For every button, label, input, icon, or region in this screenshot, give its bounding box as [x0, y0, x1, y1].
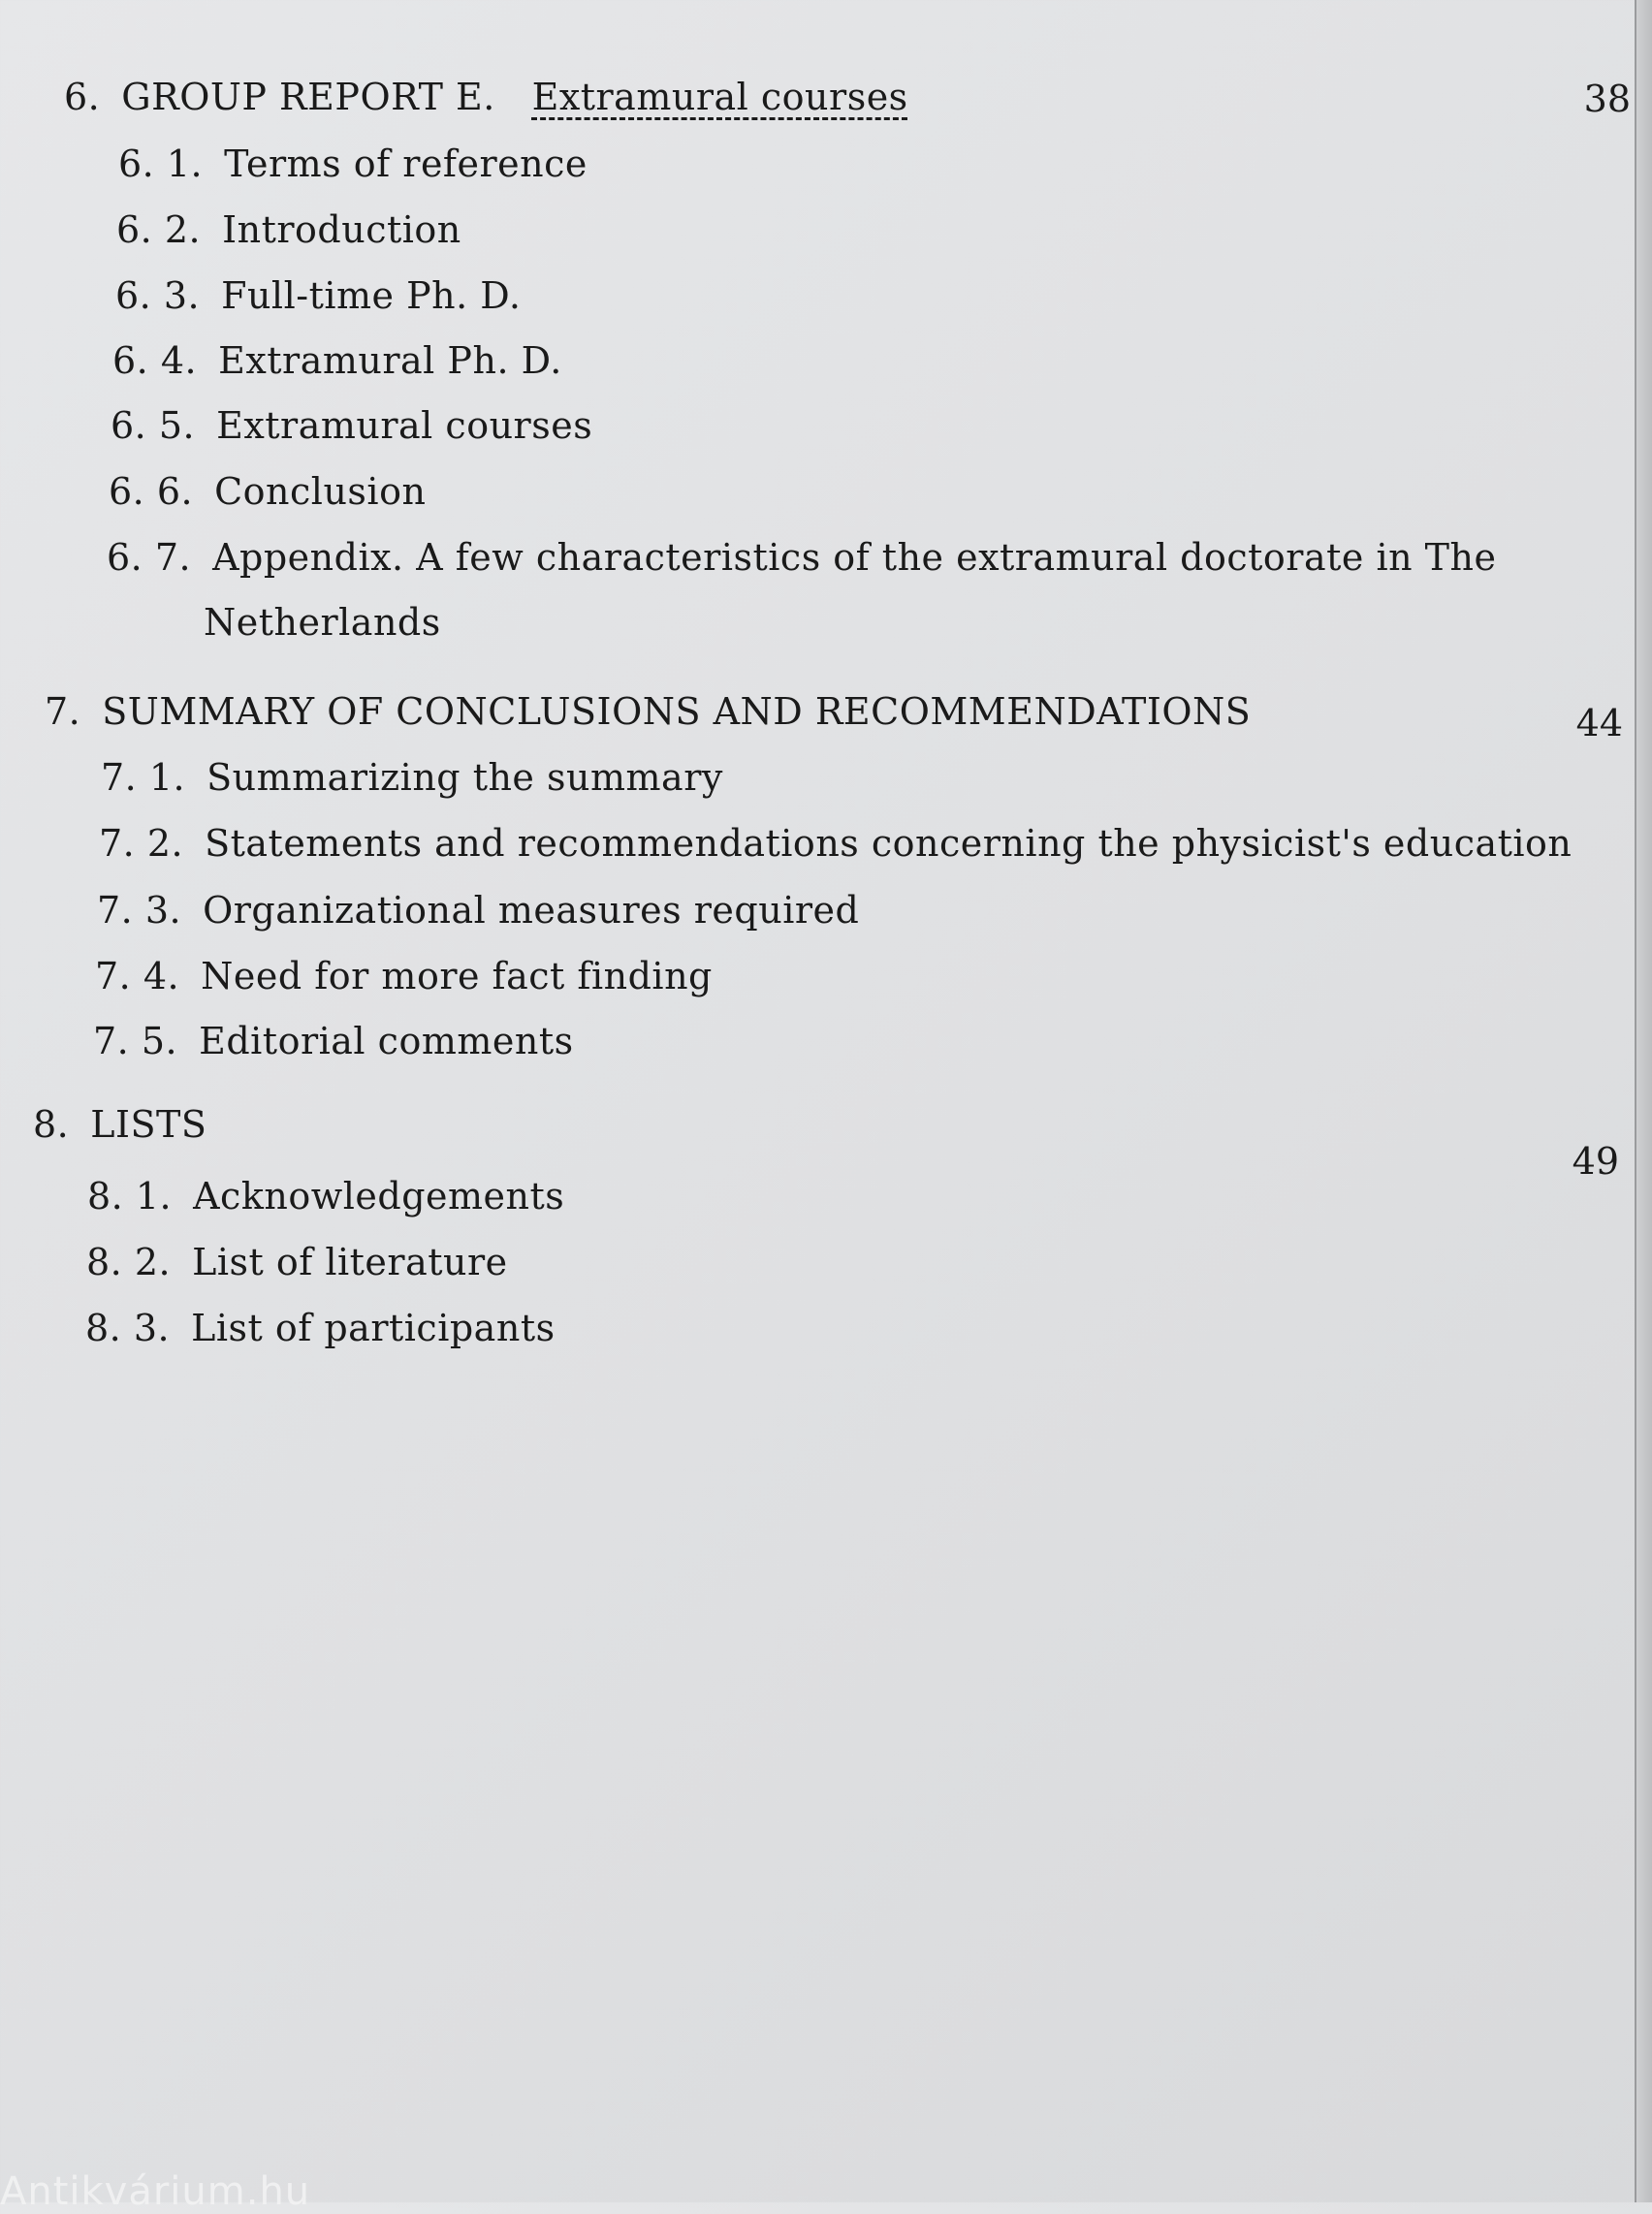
toc-item: [111, 404, 592, 447]
item-label: Extramural Ph. D.: [218, 339, 562, 382]
item-label: Organizational measures required: [203, 889, 860, 932]
item-number: 8. 1.: [87, 1175, 173, 1218]
item-label: Acknowledgements: [193, 1175, 565, 1218]
item-number: 8. 2.: [86, 1241, 172, 1283]
item-label: Statements and recommendations concerning the physicist's education: [205, 822, 1573, 865]
item-number: 6. 7.: [107, 536, 192, 579]
item-number: 7. 4.: [95, 955, 180, 997]
toc-item: [97, 889, 859, 932]
item-number: 6. 2.: [116, 208, 202, 251]
toc-item: [93, 1020, 574, 1062]
page-number: 49: [1572, 1140, 1619, 1183]
item-label: Terms of reference: [224, 142, 588, 185]
item-label: Summarizing the summary: [206, 756, 723, 799]
item-label: Conclusion: [214, 470, 427, 513]
item-label: Need for more fact finding: [201, 955, 713, 997]
toc-item: [99, 822, 1572, 865]
toc-item: [95, 955, 713, 997]
page-edge: [1635, 0, 1652, 2202]
item-label: List of participants: [191, 1307, 556, 1349]
toc-item: [87, 1175, 564, 1218]
section-8-heading: [33, 1103, 206, 1146]
item-number: 7. 3.: [97, 889, 182, 932]
toc-item-continuation: Netherlands: [204, 601, 441, 644]
section-title: SUMMARY OF CONCLUSIONS AND RECOMMENDATIONS: [102, 690, 1252, 733]
item-number: 6. 6.: [109, 470, 194, 513]
toc-item: [107, 536, 1496, 579]
page-number: 38: [1583, 78, 1631, 120]
section-subtitle: Extramural courses: [531, 76, 908, 118]
item-label: List of literature: [192, 1241, 508, 1283]
toc-item: [85, 1307, 556, 1349]
toc-item: [112, 339, 562, 382]
item-number: 7. 5.: [93, 1020, 178, 1062]
item-label: Full-time Ph. D.: [221, 274, 522, 317]
section-title: GROUP REPORT E.: [121, 76, 495, 118]
toc-item: [86, 1241, 508, 1283]
section-6-heading: [64, 76, 908, 118]
item-label: Extramural courses: [216, 404, 593, 447]
section-7-heading: [45, 690, 1251, 733]
section-number: 6.: [64, 76, 101, 118]
item-label: Introduction: [222, 208, 461, 251]
section-number: 8.: [33, 1103, 70, 1146]
item-number: 8. 3.: [85, 1307, 171, 1349]
section-number: 7.: [45, 690, 81, 733]
toc-item: [115, 274, 522, 317]
page-number: 44: [1575, 702, 1623, 744]
item-number: 7. 2.: [99, 822, 184, 865]
item-label: Appendix. A few characteristics of the extramural doctorate in The: [212, 536, 1497, 579]
toc-item: [118, 142, 588, 185]
item-number: 6. 1.: [118, 142, 204, 185]
item-number: 6. 3.: [115, 274, 201, 317]
item-number: 6. 5.: [111, 404, 196, 447]
item-label: Editorial comments: [199, 1020, 574, 1062]
toc-item: [101, 756, 723, 799]
section-title: LISTS: [90, 1103, 207, 1146]
toc-item: [116, 208, 461, 251]
toc-item: [109, 470, 426, 513]
item-number: 6. 4.: [112, 339, 198, 382]
watermark: Antikvárium.hu: [0, 2169, 311, 2214]
item-number: 7. 1.: [101, 756, 186, 799]
